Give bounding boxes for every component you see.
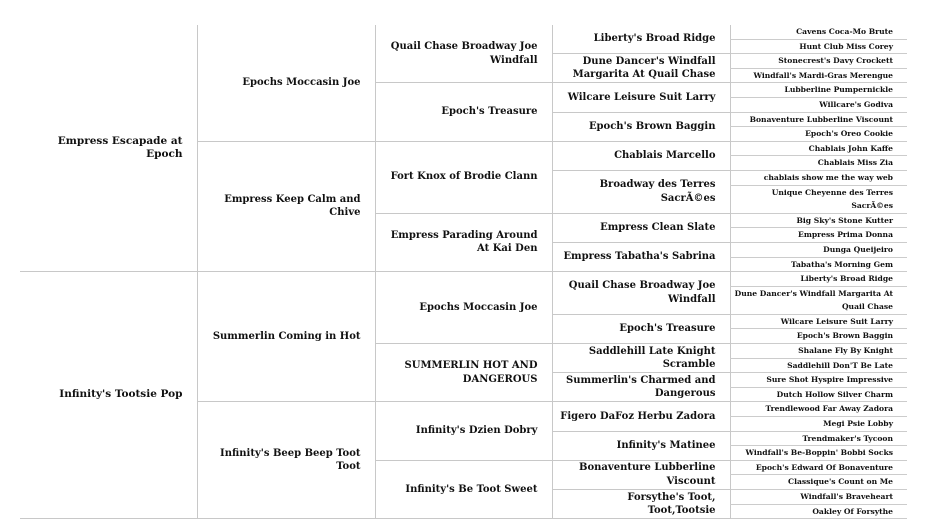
gen5-ancestor-cell: Megi Psie Lobby bbox=[730, 417, 907, 432]
gen5-ancestor-cell: Big Sky's Stone Kutter bbox=[730, 213, 907, 228]
gen5-ancestor-cell: Epoch's Oreo Cookie bbox=[730, 127, 907, 142]
gen5-ancestor-cell: Classique's Count on Me bbox=[730, 475, 907, 490]
gen5-ancestor-cell: Windfall's Mardi-Gras Merengue bbox=[730, 68, 907, 83]
gen5-ancestor-cell: Unique Cheyenne des Terres SacrÃ©es bbox=[730, 185, 907, 213]
gen5-ancestor-cell: Lubberline Pumpernickle bbox=[730, 83, 907, 98]
gen5-ancestor-cell: Dutch Hollow Silver Charm bbox=[730, 387, 907, 402]
pedigree-row bbox=[20, 25, 907, 39]
great-great-grandparent-cell: Liberty's Broad Ridge bbox=[552, 25, 730, 54]
pedigree-body bbox=[20, 25, 907, 519]
great-great-grandparent-cell: Epoch's Treasure bbox=[552, 314, 730, 343]
great-great-grandparent-cell: Summerlin's Charmed and Dangerous bbox=[552, 373, 730, 402]
gen5-ancestor-cell: Hunt Club Miss Corey bbox=[730, 39, 907, 54]
gen5-ancestor-cell: Willcare's Godiva bbox=[730, 97, 907, 112]
gen5-ancestor-cell: Epoch's Brown Baggin bbox=[730, 329, 907, 344]
gen5-ancestor-cell: Dunga Queijeiro bbox=[730, 242, 907, 257]
grandparent-cell: Epochs Moccasin Joe bbox=[197, 25, 375, 141]
great-great-grandparent-cell: Figero DaFoz Herbu Zadora bbox=[552, 402, 730, 431]
gen5-ancestor-cell: Tabatha's Morning Gem bbox=[730, 257, 907, 272]
sire-dam-cell: Infinity's Tootsie Pop bbox=[20, 272, 197, 519]
gen5-ancestor-cell: Chablais Miss Zia bbox=[730, 156, 907, 171]
great-grandparent-cell: Fort Knox of Brodie Clann bbox=[375, 141, 552, 213]
gen5-ancestor-cell: Stonecrest's Davy Crockett bbox=[730, 54, 907, 69]
sire-dam-cell: Empress Escapade at Epoch bbox=[20, 25, 197, 272]
great-great-grandparent-cell: Epoch's Brown Baggin bbox=[552, 112, 730, 141]
gen5-ancestor-cell: chablais show me the way web bbox=[730, 170, 907, 185]
gen5-ancestor-cell: Oakley Of Forsythe bbox=[730, 504, 907, 519]
great-great-grandparent-cell: Forsythe's Toot, Toot,Tootsie bbox=[552, 490, 730, 519]
gen5-ancestor-cell: Windfall's Be-Boppin' Bobbi Socks bbox=[730, 446, 907, 461]
gen5-ancestor-cell: Windfall's Braveheart bbox=[730, 490, 907, 505]
great-grandparent-cell: Infinity's Dzien Dobry bbox=[375, 402, 552, 460]
great-great-grandparent-cell: Infinity's Matinee bbox=[552, 431, 730, 460]
grandparent-cell: Empress Keep Calm and Chive bbox=[197, 141, 375, 271]
gen5-ancestor-cell: Sure Shot Hyspire Impressive bbox=[730, 373, 907, 388]
great-great-grandparent-cell: Broadway des Terres SacrÃ©es bbox=[552, 170, 730, 213]
great-great-grandparent-cell: Bonaventure Lubberline Viscount bbox=[552, 460, 730, 489]
gen5-ancestor-cell: Empress Prima Donna bbox=[730, 228, 907, 243]
gen5-ancestor-cell: Dune Dancer's Windfall Margarita At Quail Chase bbox=[730, 286, 907, 314]
great-great-grandparent-cell: Empress Tabatha's Sabrina bbox=[552, 242, 730, 271]
great-great-grandparent-cell: Empress Clean Slate bbox=[552, 213, 730, 242]
gen5-ancestor-cell: Liberty's Broad Ridge bbox=[730, 272, 907, 287]
great-grandparent-cell: Empress Parading Around At Kai Den bbox=[375, 213, 552, 271]
gen5-ancestor-cell: Cavens Coca-Mo Brute bbox=[730, 25, 907, 39]
pedigree-row bbox=[20, 272, 907, 287]
pedigree-table bbox=[20, 25, 907, 519]
gen5-ancestor-cell: Epoch's Edward Of Bonaventure bbox=[730, 460, 907, 475]
great-great-grandparent-cell: Chablais Marcello bbox=[552, 141, 730, 170]
grandparent-cell: Infinity's Beep Beep Toot Toot bbox=[197, 402, 375, 519]
great-great-grandparent-cell: Wilcare Leisure Suit Larry bbox=[552, 83, 730, 112]
gen5-ancestor-cell: Saddlehill Don'T Be Late bbox=[730, 358, 907, 373]
great-great-grandparent-cell: Quail Chase Broadway Joe Windfall bbox=[552, 272, 730, 315]
great-great-grandparent-cell: Dune Dancer's Windfall Margarita At Quail Chase bbox=[552, 54, 730, 83]
gen5-ancestor-cell: Trendlewood Far Away Zadora bbox=[730, 402, 907, 417]
great-great-grandparent-cell: Saddlehill Late Knight Scramble bbox=[552, 344, 730, 373]
great-grandparent-cell: Epochs Moccasin Joe bbox=[375, 272, 552, 344]
gen5-ancestor-cell: Trendmaker's Tycoon bbox=[730, 431, 907, 446]
great-grandparent-cell: Infinity's Be Toot Sweet bbox=[375, 460, 552, 518]
great-grandparent-cell: Epoch's Treasure bbox=[375, 83, 552, 141]
gen5-ancestor-cell: Bonaventure Lubberline Viscount bbox=[730, 112, 907, 127]
gen5-ancestor-cell: Chablais John Kaffe bbox=[730, 141, 907, 156]
great-grandparent-cell: SUMMERLIN HOT AND DANGEROUS bbox=[375, 344, 552, 402]
grandparent-cell: Summerlin Coming in Hot bbox=[197, 272, 375, 402]
gen5-ancestor-cell: Wilcare Leisure Suit Larry bbox=[730, 314, 907, 329]
gen5-ancestor-cell: Shalane Fly By Knight bbox=[730, 344, 907, 359]
great-grandparent-cell: Quail Chase Broadway Joe Windfall bbox=[375, 25, 552, 83]
